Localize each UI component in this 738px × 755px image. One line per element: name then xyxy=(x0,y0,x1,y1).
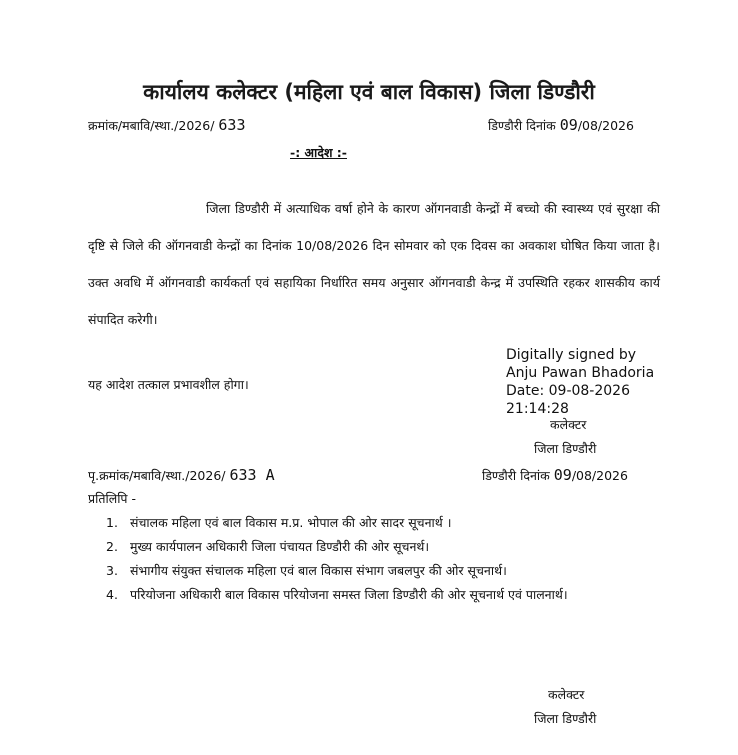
list-item xyxy=(106,512,666,534)
list-item-text: मुख्य कार्यपालन अधिकारी जिला पंचायत डिण्डौरी की ओर सूचनर्थ। xyxy=(130,539,430,554)
copy-reference-handwritten-number: 633 A xyxy=(229,466,275,484)
footer-designation: कलेक्टर xyxy=(548,687,585,702)
date-day-handwritten: 09 xyxy=(559,116,578,134)
digital-signature xyxy=(506,346,706,418)
list-item-text: संभागीय संयुक्त संचालक महिला एवं बाल विकास संभाग जबलपुर की ओर सूचनार्थ। xyxy=(130,563,507,578)
copy-date-prefix: डिण्डौरी दिनांक xyxy=(482,468,550,483)
effect-statement: यह आदेश तत्काल प्रभावशील होगा। xyxy=(88,377,249,392)
copy-date-suffix: /08/2026 xyxy=(571,468,628,483)
copy-date-day-handwritten: 09 xyxy=(553,466,572,484)
order-heading: -: आदेश :- xyxy=(290,145,347,160)
list-item xyxy=(106,560,666,582)
list-item xyxy=(106,536,666,558)
date-suffix: /08/2026 xyxy=(577,118,634,133)
list-item-text: परियोजना अधिकारी बाल विकास परियोजना समस्त जिला डिण्डौरी की ओर सूचनार्थ एवं पालनार्थ। xyxy=(130,587,568,602)
signatory-designation: कलेक्टर xyxy=(550,417,587,432)
copy-reference-number xyxy=(88,466,275,484)
signature-line-3: Date: 09-08-2026 xyxy=(506,383,630,399)
date-prefix: डिण्डौरी दिनांक xyxy=(488,118,556,133)
reference-number xyxy=(88,116,246,134)
copy-date xyxy=(482,466,628,484)
copy-label: प्रतिलिपि - xyxy=(88,491,137,506)
reference-prefix: क्रमांक/मबावि/स्था./2026/ xyxy=(88,118,215,133)
issue-date xyxy=(488,116,634,134)
list-item-number: 4. xyxy=(106,587,118,602)
order-body: जिला डिण्डौरी में अत्याधिक वर्षा होने के कारण ऑगनवाडी केन्द्रों में बच्चो की स्वास्थ्य एवं सुरक्षा की दृष्टि से जिले की ऑगनवाडी केन्द्रों का दिनांक 10/08/2026 दिन सोमवार को एक दिवस का अवकाश घोषित किया जाता है। उक्त अवधि में ऑगनवाडी कार्यकर्ता एवं सहायिका निर्धारित समय अनुसार ऑगनवाडी केन्द्र में उपस्थिति रहकर शासकीय कार्य संपादित करेगी। xyxy=(88,201,660,327)
signature-line-4: 21:14:28 xyxy=(506,401,569,417)
signatory-district: जिला डिण्डौरी xyxy=(534,441,597,456)
signature-line-1: Digitally signed by xyxy=(506,347,637,363)
office-title: कार्यालय कलेक्टर (महिला एवं बाल विकास) जिला डिण्डौरी xyxy=(143,80,595,104)
reference-handwritten-number: 633 xyxy=(218,116,246,134)
list-item-text: संचालक महिला एवं बाल विकास म.प्र. भोपाल की ओर सादर सूचनार्थ । xyxy=(130,515,452,530)
list-item xyxy=(106,584,666,606)
copy-reference-prefix: पृ.क्रमांक/मबावि/स्था./2026/ xyxy=(88,468,226,483)
list-item-number: 1. xyxy=(106,515,118,530)
signature-line-2: Anju Pawan Bhadoria xyxy=(506,365,655,381)
list-item-number: 3. xyxy=(106,563,118,578)
list-item-number: 2. xyxy=(106,539,118,554)
copy-recipient-list xyxy=(106,512,666,608)
footer-district: जिला डिण्डौरी xyxy=(534,711,597,726)
